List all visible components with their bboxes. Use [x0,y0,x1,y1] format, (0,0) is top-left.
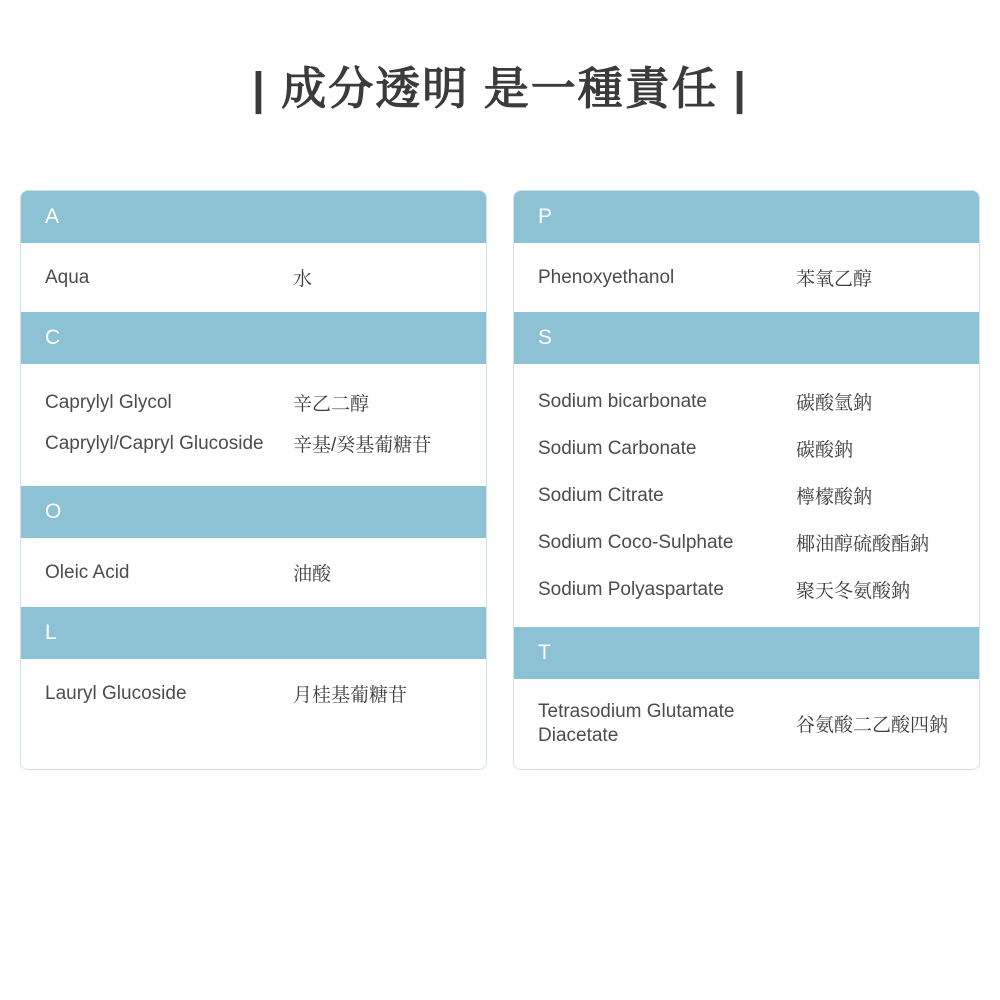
ingredient-row [514,693,979,755]
ingredient-name-en: Sodium Coco-Sulphate [538,531,734,553]
ingredient-name-en: Sodium Polyaspartate [538,578,724,600]
ingredient-name-zh: 椰油醇硫酸酯鈉 [796,534,930,555]
ingredient-name-zh: 水 [293,269,313,290]
section-header-c: C [21,312,486,364]
section-body-a [21,243,486,312]
ingredient-name-zh: 月桂基葡糖苷 [293,685,408,706]
ingredient-columns [20,190,980,770]
page-title-container [0,52,1000,117]
ingredient-name-zh: 聚天冬氨酸鈉 [796,581,911,602]
ingredient-row [21,257,486,298]
ingredient-name-zh: 辛基/癸基葡糖苷 [293,435,432,456]
ingredient-name-en: Phenoxyethanol [538,266,675,288]
section-body-s [514,364,979,627]
ingredient-name-zh: 檸檬酸鈉 [796,487,873,508]
ingredient-row [514,566,979,613]
section-body-c [21,364,486,486]
ingredient-row [21,382,486,423]
ingredient-card-left [20,190,487,770]
ingredient-name-en: Aqua [45,266,90,288]
section-header-s: S [514,312,979,364]
ingredient-row [21,552,486,593]
ingredient-name-zh: 辛乙二醇 [293,394,370,415]
section-header-a: A [21,191,486,243]
ingredient-name-zh: 谷氨酸二乙酸四鈉 [796,715,949,737]
section-body-t [514,679,979,769]
ingredient-name-zh: 油酸 [293,564,332,585]
ingredient-card-right [513,190,980,770]
ingredient-name-en: Lauryl Glucoside [45,682,187,704]
section-header-p: P [514,191,979,243]
ingredient-name-en: Sodium Citrate [538,484,664,506]
ingredient-row [514,378,979,425]
ingredient-row [514,519,979,566]
ingredient-row [21,423,486,464]
ingredient-row [514,425,979,472]
ingredient-name-en: Tetrasodium Glutamate Diacetate [538,701,735,746]
ingredient-name-zh: 苯氧乙醇 [796,269,873,290]
ingredient-name-zh: 碳酸鈉 [796,440,854,461]
ingredient-row [514,257,979,298]
ingredient-name-zh: 碳酸氫鈉 [796,393,873,414]
section-body-p [514,243,979,312]
ingredient-row [514,472,979,519]
ingredient-name-en: Sodium bicarbonate [538,390,707,412]
section-body-l [21,659,486,728]
section-body-o [21,538,486,607]
page-title: | 成分透明 是一種責任 | [252,63,748,114]
ingredient-name-en: Sodium Carbonate [538,437,697,459]
ingredient-name-en: Caprylyl Glycol [45,391,172,413]
section-header-t: T [514,627,979,679]
ingredient-name-en: Caprylyl/Capryl Glucoside [45,432,264,454]
section-header-o: O [21,486,486,538]
section-header-l: L [21,607,486,659]
ingredient-row [21,673,486,714]
ingredient-name-en: Oleic Acid [45,561,130,583]
